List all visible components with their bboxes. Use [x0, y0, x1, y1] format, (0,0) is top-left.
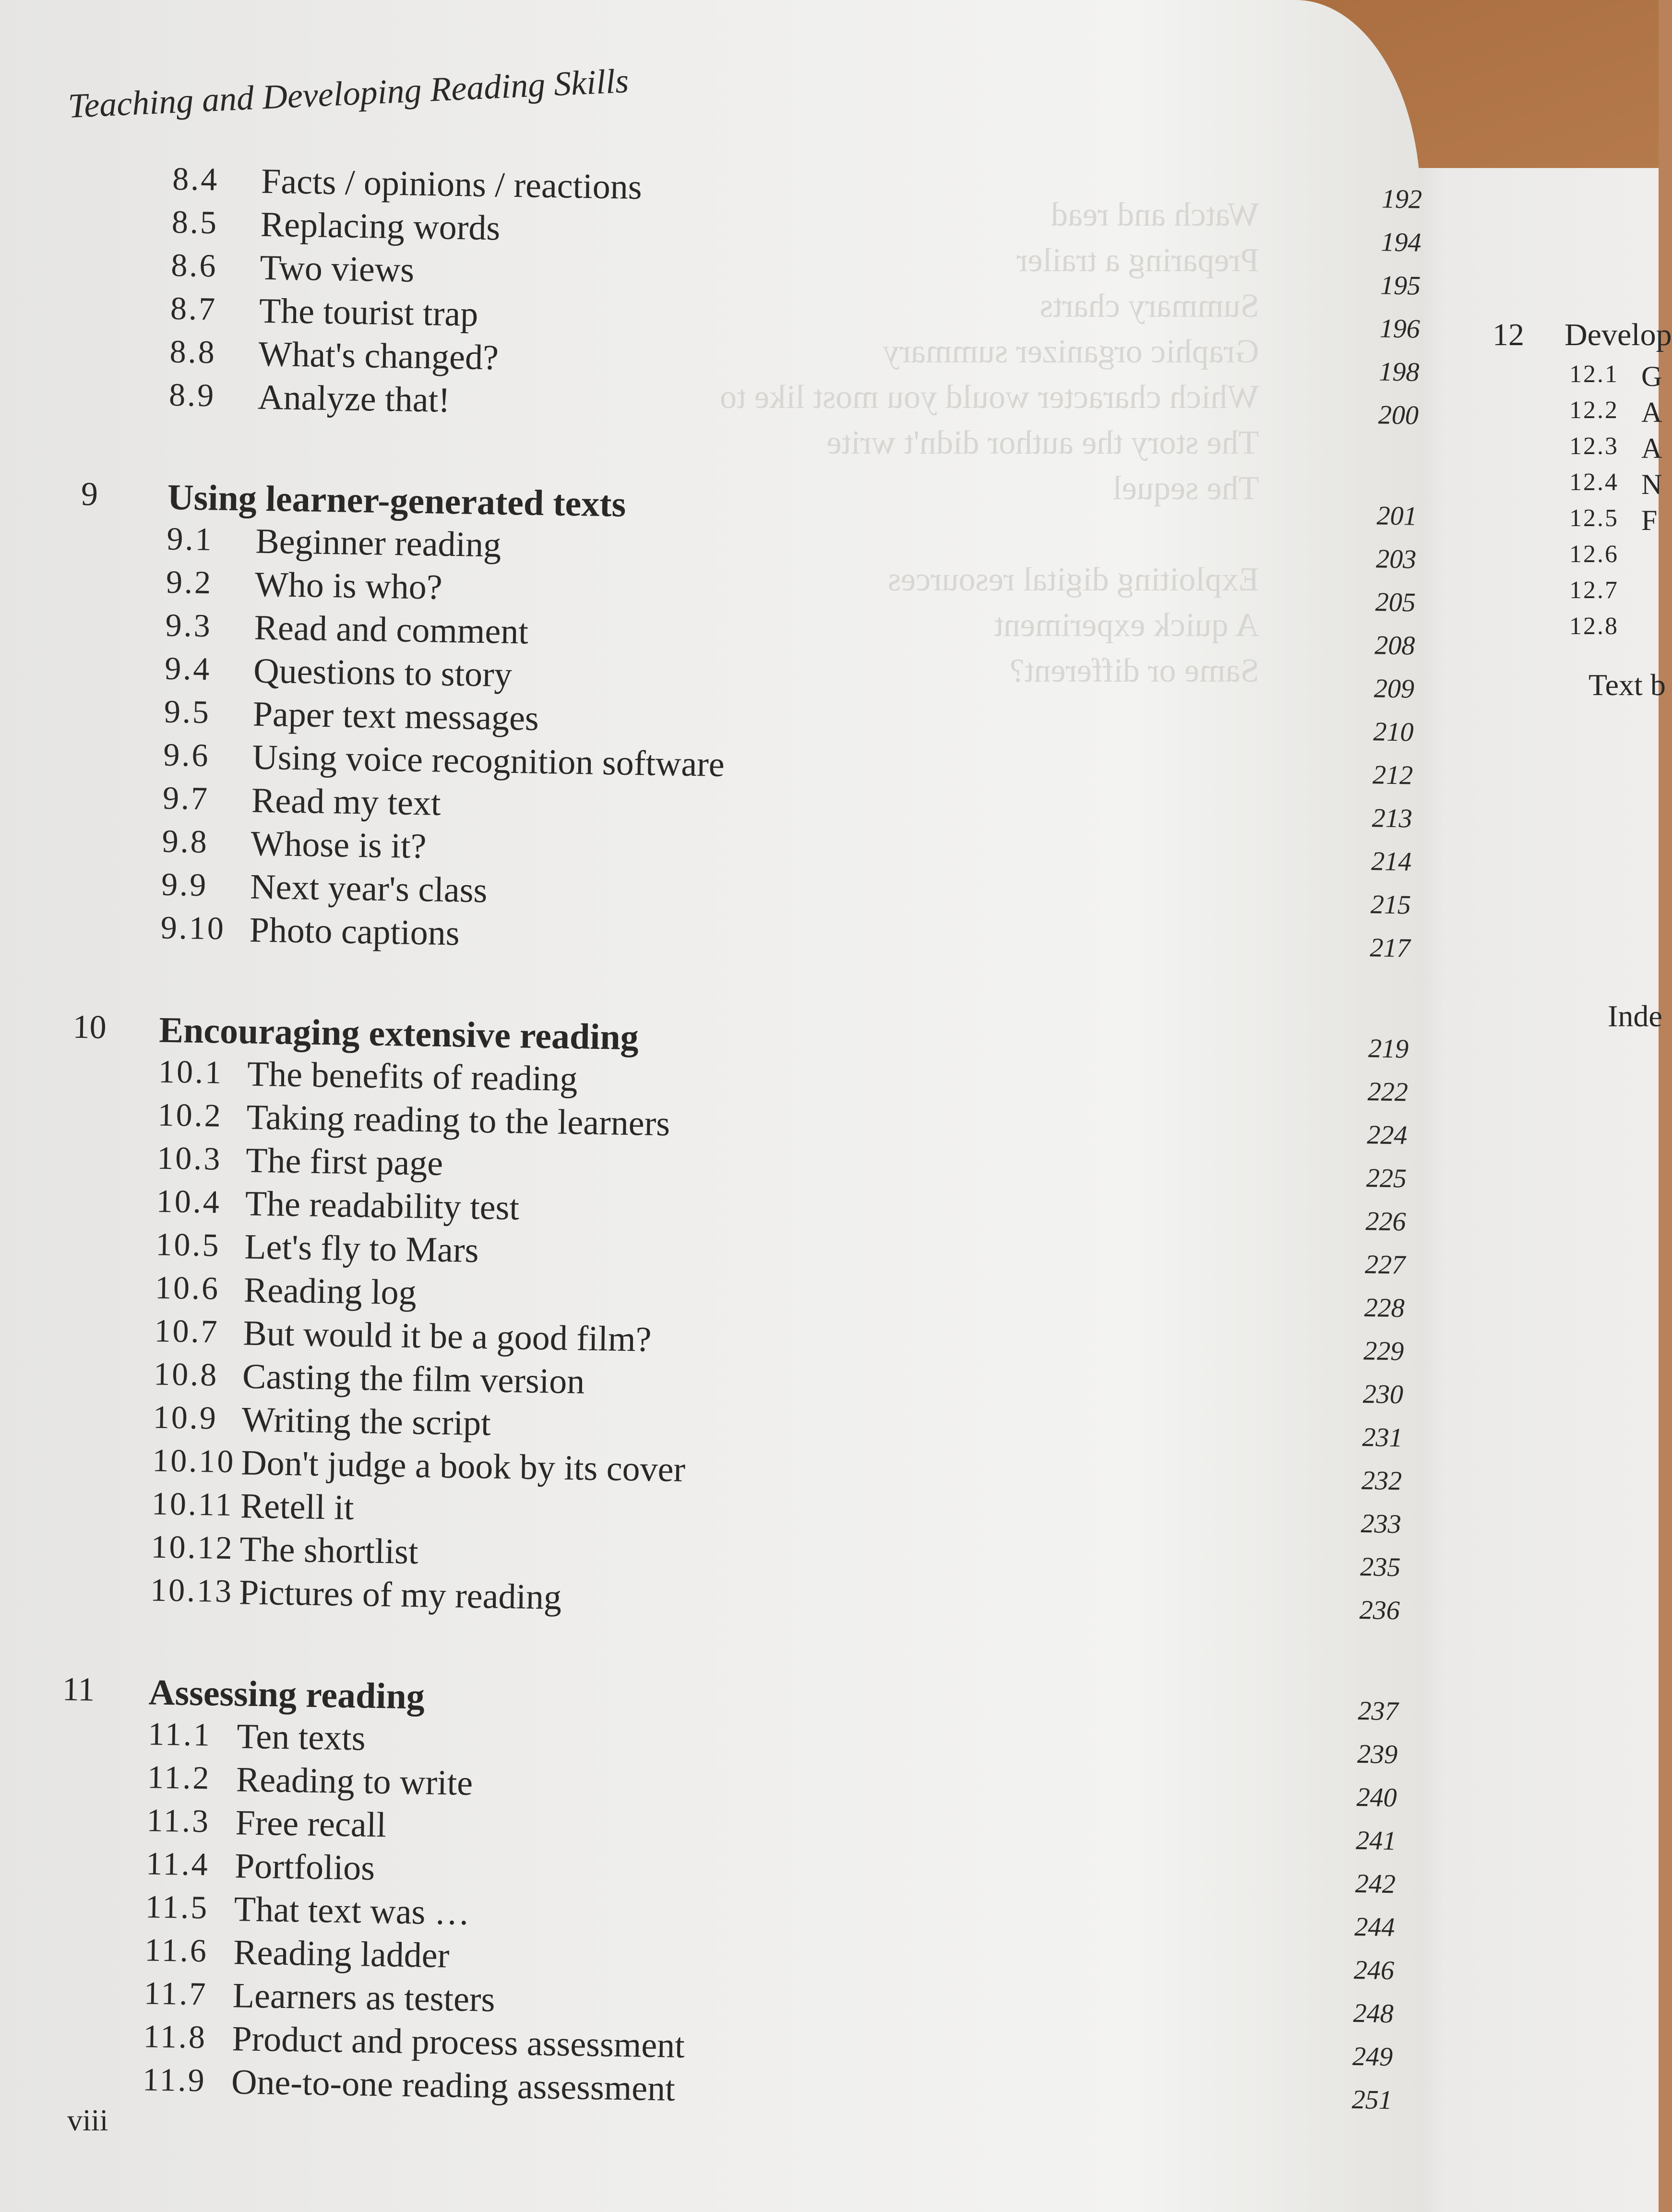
section-number: 11.4 — [145, 1845, 210, 1883]
section-number: 10.8 — [153, 1355, 219, 1393]
chapter-block — [83, 158, 1478, 439]
section-title: Beginner reading — [255, 521, 502, 565]
section-number: 11.6 — [144, 1931, 209, 1969]
chapter-number: 11 — [62, 1671, 95, 1708]
section-page: 242 — [1355, 1868, 1396, 1899]
section-number: 11.8 — [143, 2018, 207, 2056]
section-page: 251 — [1351, 2084, 1393, 2116]
section-title: Using voice recognition software — [251, 737, 725, 785]
section-page: 224 — [1366, 1120, 1408, 1151]
section-number: 8.8 — [169, 333, 217, 371]
section-page: 200 — [1378, 400, 1419, 431]
page-number: viii — [67, 2103, 108, 2137]
section-title: Don't judge a book by its cover — [240, 1443, 686, 1490]
section-title: The benefits of reading — [247, 1054, 578, 1099]
section-title: Learners as testers — [232, 1976, 496, 2020]
section-number: 10.13 — [150, 1571, 234, 1610]
section-page: 235 — [1360, 1552, 1401, 1583]
chapter-number: 12 — [1493, 317, 1524, 352]
section-number: 12.4 — [1569, 469, 1619, 496]
section-title: Two views — [259, 248, 415, 290]
section-title: F — [1641, 505, 1658, 536]
section-number: 12.3 — [1569, 433, 1619, 460]
section-number: 9.7 — [162, 779, 210, 817]
section-page: 213 — [1372, 803, 1413, 834]
section-page: 209 — [1373, 673, 1415, 704]
section-number: 11.5 — [145, 1888, 209, 1926]
table-of-contents — [55, 158, 1478, 2182]
section-number: 9.10 — [160, 909, 226, 947]
section-page: 196 — [1379, 313, 1421, 344]
section-title: That text was … — [234, 1889, 470, 1933]
section-title: A — [1641, 433, 1662, 464]
section-title: N — [1641, 469, 1662, 500]
section-title: Retell it — [240, 1486, 354, 1528]
chapter-page: 237 — [1358, 1696, 1399, 1727]
chapter-number: 9 — [81, 475, 98, 513]
section-page: 217 — [1370, 933, 1410, 963]
section-number: 8.6 — [170, 246, 218, 284]
section-title: Let's fly to Mars — [244, 1227, 479, 1271]
section-title: Writing the script — [241, 1400, 491, 1443]
section-title: A — [1641, 397, 1662, 428]
section-title: Product and process assessment — [231, 2019, 685, 2066]
section-page: 195 — [1380, 270, 1421, 301]
section-page: 194 — [1381, 227, 1422, 258]
section-title: Free recall — [235, 1803, 387, 1845]
chapter-block — [74, 475, 1473, 972]
section-number: 8.9 — [168, 376, 216, 414]
section-number: 12.5 — [1569, 505, 1619, 532]
section-page: 240 — [1356, 1782, 1397, 1813]
section-number: 12.1 — [1569, 361, 1619, 388]
section-page: 226 — [1365, 1206, 1407, 1237]
section-title: Reading ladder — [233, 1933, 450, 1976]
section-number: 8.7 — [170, 289, 217, 327]
section-title: But would it be a good film? — [242, 1313, 652, 1359]
section-page: 225 — [1366, 1163, 1407, 1194]
section-page: 230 — [1362, 1379, 1404, 1410]
section-page: 228 — [1364, 1293, 1405, 1323]
section-number: 12.2 — [1569, 397, 1619, 424]
chapter-title: Using learner-generated texts — [167, 477, 626, 525]
section-title: One-to-one reading assessment — [231, 2062, 676, 2109]
section-title: Ten texts — [236, 1717, 366, 1758]
section-page: 233 — [1361, 1509, 1402, 1539]
section-page: 231 — [1361, 1422, 1403, 1453]
section-title: G — [1641, 361, 1662, 392]
section-number: 10.4 — [156, 1182, 222, 1220]
chapter-title: Develop — [1565, 317, 1672, 352]
section-page: 229 — [1363, 1336, 1404, 1367]
chapter-page: 219 — [1368, 1034, 1409, 1064]
section-page: 239 — [1357, 1739, 1398, 1770]
section-page: 198 — [1378, 357, 1420, 387]
section-title: Read my text — [251, 781, 442, 823]
section-title: Paper text messages — [252, 694, 539, 738]
section-number: 12.6 — [1569, 541, 1619, 568]
section-page: 212 — [1372, 760, 1413, 791]
section-title: Next year's class — [250, 867, 488, 911]
section-page: 244 — [1354, 1911, 1395, 1943]
section-number: 9.8 — [162, 822, 209, 860]
section-number: 8.4 — [172, 160, 219, 198]
section-number: 8.5 — [171, 203, 219, 241]
section-number: 9.2 — [166, 563, 213, 601]
section-title: What's changed? — [258, 334, 499, 378]
section-number: 10.6 — [155, 1269, 220, 1307]
section-number: 11.3 — [146, 1802, 211, 1839]
section-number: 10.12 — [151, 1528, 235, 1566]
chapter-title: Assessing reading — [148, 1672, 425, 1717]
section-page: 214 — [1371, 846, 1412, 877]
section-title: The shortlist — [239, 1529, 419, 1572]
section-page: 210 — [1373, 717, 1414, 747]
right-page-index-heading: Inde — [1608, 999, 1662, 1033]
section-title: Portfolios — [234, 1846, 375, 1888]
section-number: 11.1 — [147, 1715, 212, 1753]
section-page: 248 — [1353, 1998, 1394, 2029]
section-number: 10.1 — [158, 1053, 224, 1091]
section-page: 236 — [1359, 1595, 1400, 1626]
chapter-block — [56, 1671, 1454, 2124]
section-page: 249 — [1352, 2041, 1393, 2072]
show-through-text: Watch and read Preparing a trailer Summary charts Graphic organizer summary Which character would you most like to The story the author didn't write The sequel Exploiting digital resources A quick experiment Same or different? — [720, 196, 1259, 689]
section-number: 12.8 — [1569, 613, 1619, 640]
section-number: 9.4 — [164, 649, 212, 687]
section-number: 10.10 — [152, 1442, 236, 1480]
section-number: 10.5 — [155, 1226, 221, 1263]
section-number: 12.7 — [1569, 577, 1619, 604]
section-title: Taking reading to the learners — [246, 1097, 670, 1144]
section-title: The readability test — [245, 1184, 520, 1228]
section-title: Casting the film version — [242, 1357, 585, 1402]
section-title: The tourist trap — [259, 291, 478, 334]
section-number: 10.7 — [154, 1312, 220, 1350]
section-number: 10.9 — [153, 1398, 218, 1436]
section-number: 10.3 — [156, 1139, 222, 1177]
section-number: 9.1 — [166, 520, 214, 558]
section-page: 222 — [1367, 1077, 1409, 1107]
section-title: Replacing words — [260, 204, 501, 248]
section-page: 203 — [1375, 544, 1417, 575]
section-number: 9.6 — [163, 736, 211, 774]
section-title: Facts / opinions / reactions — [261, 161, 643, 207]
running-head: Teaching and Developing Reading Skills — [67, 61, 630, 125]
chapter-page: 201 — [1376, 501, 1418, 531]
section-title: Analyze that! — [257, 377, 451, 420]
section-number: 11.7 — [143, 1974, 208, 2012]
section-title: Read and comment — [254, 608, 529, 652]
section-page: 205 — [1375, 587, 1416, 618]
section-number: 10.11 — [151, 1485, 234, 1523]
section-number: 10.2 — [157, 1096, 223, 1134]
section-number: 11.9 — [142, 2061, 207, 2099]
right-page-text-heading: Text b — [1588, 668, 1666, 702]
section-title: Pictures of my reading — [239, 1573, 562, 1617]
chapter-block — [63, 1008, 1464, 1635]
chapter-number: 10 — [72, 1008, 107, 1046]
section-title: Reading log — [243, 1270, 417, 1313]
section-title: Who is who? — [254, 565, 443, 607]
section-page: 241 — [1355, 1825, 1397, 1856]
section-number: 9.9 — [161, 866, 208, 903]
section-title: Whose is it? — [250, 824, 427, 866]
section-title: Questions to story — [253, 651, 513, 695]
section-page: 192 — [1381, 184, 1422, 215]
section-title: Reading to write — [236, 1760, 473, 1803]
section-title: The first page — [245, 1141, 443, 1183]
section-number: 9.5 — [164, 693, 211, 731]
section-page: 246 — [1353, 1955, 1395, 1986]
section-page: 215 — [1370, 890, 1411, 920]
section-page: 227 — [1364, 1250, 1406, 1280]
chapter-title: Encouraging extensive reading — [158, 1010, 639, 1058]
section-page: 208 — [1374, 630, 1415, 661]
section-title: Photo captions — [249, 910, 460, 953]
section-number: 9.3 — [165, 606, 213, 644]
section-page: 232 — [1361, 1466, 1402, 1496]
section-number: 11.2 — [147, 1758, 212, 1796]
